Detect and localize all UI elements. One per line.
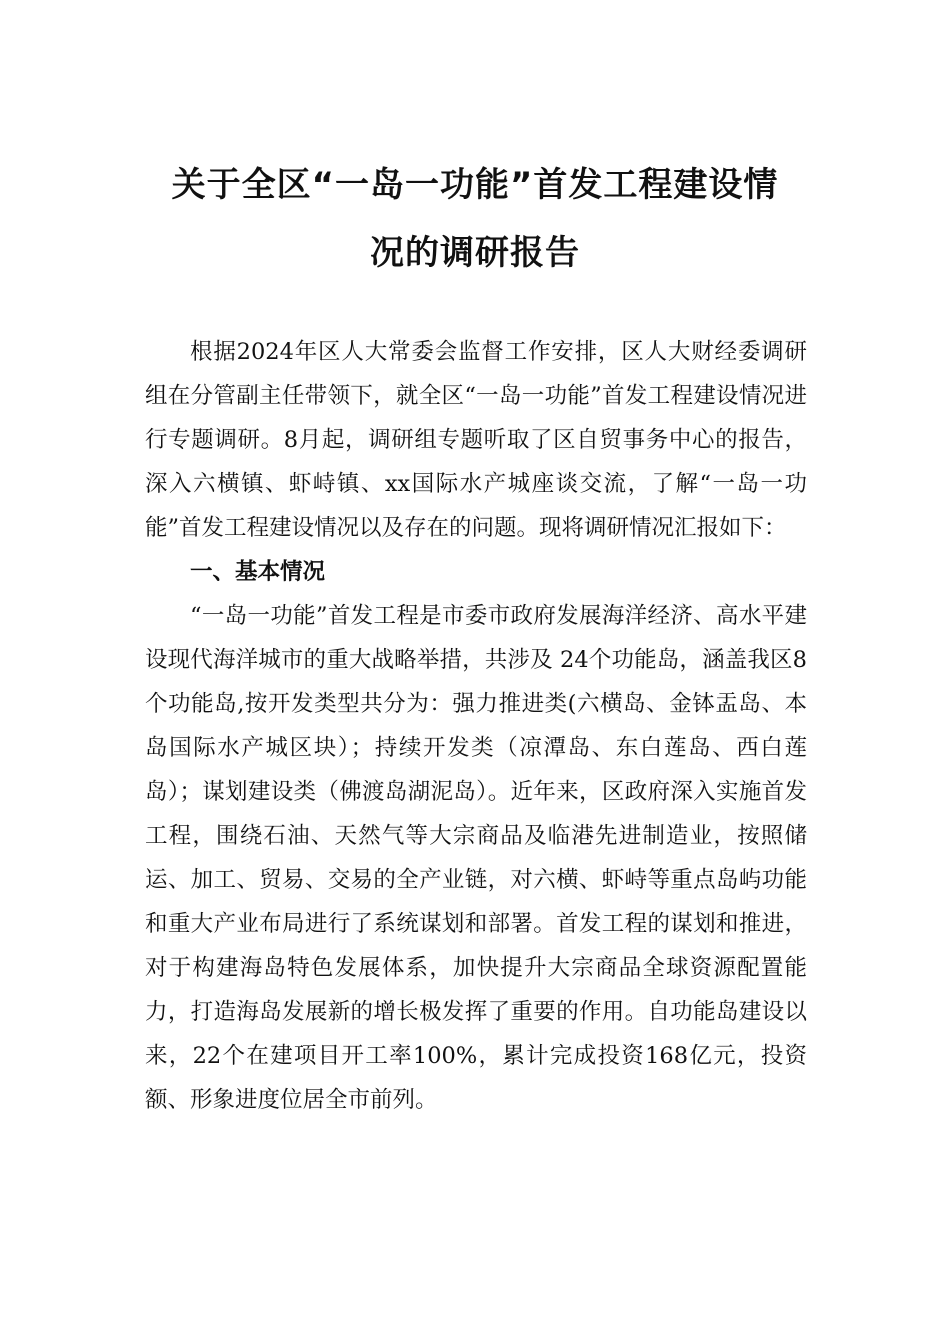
document-body [145, 330, 807, 1122]
basic-situation-paragraph: “一岛一功能”首发工程是市委市政府发展海洋经济、高水平建设现代海洋城市的重大战略举措，共涉及 24个功能岛，涵盖我区8个功能岛,按开发类型共分为：强力推进类(六横岛、金钵盂岛、本岛国际水产城区块）；持续开发类（凉潭岛、东白莲岛、西白莲岛）；谋划建设类（佛渡岛湖泥岛）。近年来，区政府深入实施首发工程，围绕石油、天然气等大宗商品及临港先进制造业，按照储运、加工、贸易、交易的全产业链，对六横、虾峙等重点岛屿功能和重大产业布局进行了系统谋划和部署。首发工程的谋划和推进，对于构建海岛特色发展体系，加快提升大宗商品全球资源配置能力，打造海岛发展新的增长极发挥了重要的作用。自功能岛建设以来，22个在建项目开工率100%，累计完成投资168亿元，投资额、形象进度位居全市前列。 [145, 603, 807, 1113]
intro-paragraph: 根据2024年区人大常委会监督工作安排，区人大财经委调研组在分管副主任带领下，就全区“一岛一功能”首发工程建设情况进行专题调研。8月起，调研组专题听取了区自贸事务中心的报告，深入六横镇、虾峙镇、xx国际水产城座谈交流，了解“一岛一功能”首发工程建设情况以及存在的问题。现将调研情况汇报如下： [145, 339, 807, 541]
section-heading-basic-situation: 一、基本情况 [190, 559, 326, 585]
document-title-line-1: 关于全区“一岛一功能”首发工程建设情 [171, 165, 779, 205]
document-title-line-2: 况的调研报告 [370, 233, 580, 273]
